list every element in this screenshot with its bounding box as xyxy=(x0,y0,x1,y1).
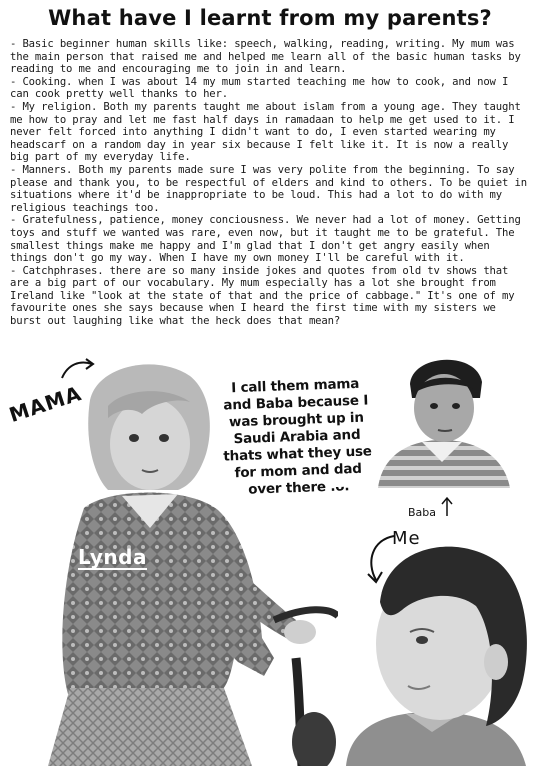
arrow-mama-icon xyxy=(60,356,96,382)
photo-baba xyxy=(372,346,514,488)
label-lynda: Lynda xyxy=(78,545,147,569)
label-me: Me xyxy=(392,528,421,549)
page-title: What have I learnt from my parents? xyxy=(48,6,492,30)
arrow-baba-icon xyxy=(440,496,454,518)
label-baba: Baba xyxy=(408,506,437,519)
paragraph-basic-skills: - Basic beginner human skills like: speech, walking, reading, writing. My mum was the main person that raised me and helped me learn all of the basic human tasks by reading to me and encouraging me to join in and learn. xyxy=(10,38,521,76)
paragraph-cooking: - Cooking. when I was about 14 my mum started teaching me how to cook, and now I can cook pretty well thanks to her. xyxy=(10,75,509,101)
paragraph-religion: - My religion. Both my parents taught me about islam from a young age. They taught me how to pray and let me fast half days in ramadaan to help me get used to it. I never felt forced into anything I didn't want to do, I even started wearing my headscarf on a random day in year six because I felt like it. It is now a really big part of my everyday life. xyxy=(10,100,521,164)
label-mama: MAMA xyxy=(6,381,85,427)
paragraph-manners: - Manners. Both my parents made sure I was very polite from the beginning. To say please and thank you, to be respectful of elders and kind to others. To be quiet in situations where it'd be inappropriate to be loud. This had a lot to do with my religious teachings too. xyxy=(10,163,527,214)
arrow-me-icon xyxy=(362,532,400,586)
body-text xyxy=(10,38,532,328)
paragraph-gratefulness: - Gratefulness, patience, money conciousness. We never had a lot of money. Getting toys and stuff we wanted was rare, even now, but it taught me to be grateful. The smallest things make me happy and I'm glad that I don't get angry easily when things don't go my way. When I have my own money I'll be careful with it. xyxy=(10,214,521,265)
paragraph-catchphrases: - Catchphrases. there are so many inside jokes and quotes from old tv shows that are a big part of our vocabulary. My mum especially has a lot she brought from Ireland like "look at the state of that and the price of cabbage." It's one of my favourite ones she says because when I heard the first time with my sisters we burst out laughing like what the heck does that mean? xyxy=(10,264,515,328)
note-mama-baba: I call them mama and Baba because I was brought up in Saudi Arabia and thats what they use for mom and dad over there .ᴗ. xyxy=(223,375,373,498)
